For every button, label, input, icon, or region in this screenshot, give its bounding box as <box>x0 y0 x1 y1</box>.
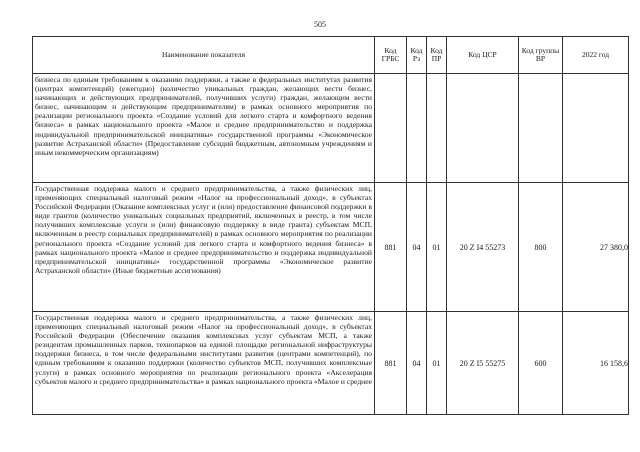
row-grbs <box>375 74 407 183</box>
row-amount <box>563 74 629 183</box>
row-pr <box>427 74 447 183</box>
header-csr: Код ЦСР <box>447 37 519 74</box>
row-amount: 27 380,0 <box>563 183 629 312</box>
table-row <box>33 312 629 415</box>
header-pr: Код ПР <box>427 37 447 74</box>
row-csr <box>447 74 519 183</box>
row-pr: 01 <box>427 183 447 312</box>
row-amount: 16 158,6 <box>563 312 629 415</box>
header-year: 2022 год <box>563 37 629 74</box>
row-rz: 04 <box>407 183 427 312</box>
table-row <box>33 74 629 183</box>
row-vr: 600 <box>519 312 563 415</box>
row-description: Государственная поддержка малого и среднего предпринимательства, а также физических лиц, применяющих специальный налоговый режим «Налог на профессиональный доход», в субъектах Российской Федерации (Обеспечение оказания комплексных услуг субъектам МСП, а также резидентам промышленных парков, технопарков на единой площадке региональной инфраструктуры поддержки бизнеса, в том числе федеральными институтами развития (центрами компетенций), по единым требованиям к оказанию поддержки (количество субъектов МСП, получивших комплексные услуги) в рамках основного мероприятия по реализации регионального проекта «Акселерация субъектов малого и среднего предпринимательства» в рамках национального проекта «Малое и среднее <box>33 312 375 415</box>
header-grbs: Код ГРБС <box>375 37 407 74</box>
row-grbs: 881 <box>375 312 407 415</box>
row-vr <box>519 74 563 183</box>
header-vr: Код группы ВР <box>519 37 563 74</box>
page-number: 505 <box>314 20 326 29</box>
row-pr: 01 <box>427 312 447 415</box>
row-grbs: 881 <box>375 183 407 312</box>
row-csr: 20 Z I4 55273 <box>447 183 519 312</box>
table-row <box>33 183 629 312</box>
header-rz: Код Рз <box>407 37 427 74</box>
budget-table <box>32 36 629 415</box>
table-header-row <box>33 37 629 74</box>
row-csr: 20 Z I5 55275 <box>447 312 519 415</box>
header-name: Наименование показателя <box>33 37 375 74</box>
row-rz: 04 <box>407 312 427 415</box>
row-vr: 800 <box>519 183 563 312</box>
row-rz <box>407 74 427 183</box>
row-description: бизнеса по единым требованиям к оказанию поддержки, а также в федеральных институтах развития (центрах компетенций) (ежегодно) (количество уникальных граждан, желающих вести бизнес, начинающих и действующих предпринимателей, получивших услуги) граждан, желающим вести бизнес, начинающим и действующим предпринимателям) в рамках основного мероприятия по реализации регионального проекта «Создание условий для легкого старта и комфортного ведения бизнеса» в рамках национального проекта «Малое и среднее предпринимательство и поддержка индивидуальной предпринимательской инициативы» государственной программы «Экономическое развитие Астраханской области» (Предоставление субсидий бюджетным, автономным учреждениям и иным некоммерческим организациям) <box>33 74 375 183</box>
row-description: Государственная поддержка малого и среднего предпринимательства, а также физических лиц, применяющих специальный налоговый режим «Налог на профессиональный доход», в субъектах Российской Федерации (Оказание комплексных услуг и (или) предоставление финансовой поддержки в виде грантов (количество уникальных социальных предприятий, включенных в реестр, в том числе получивших комплексные услуги и (или) финансовую поддержку в виде гранта) субъектам МСП, включенным в реестр социальных предпринимателей) в рамках основного мероприятия по реализации регионального проекта «Создание условий для легкого старта и комфортного ведения бизнеса» в рамках национального проекта «Малое и среднее предпринимательство и поддержка индивидуальной предпринимательской инициативы» государственной программы «Экономическое развитие Астраханской области» (Иные бюджетные ассигнования) <box>33 183 375 312</box>
